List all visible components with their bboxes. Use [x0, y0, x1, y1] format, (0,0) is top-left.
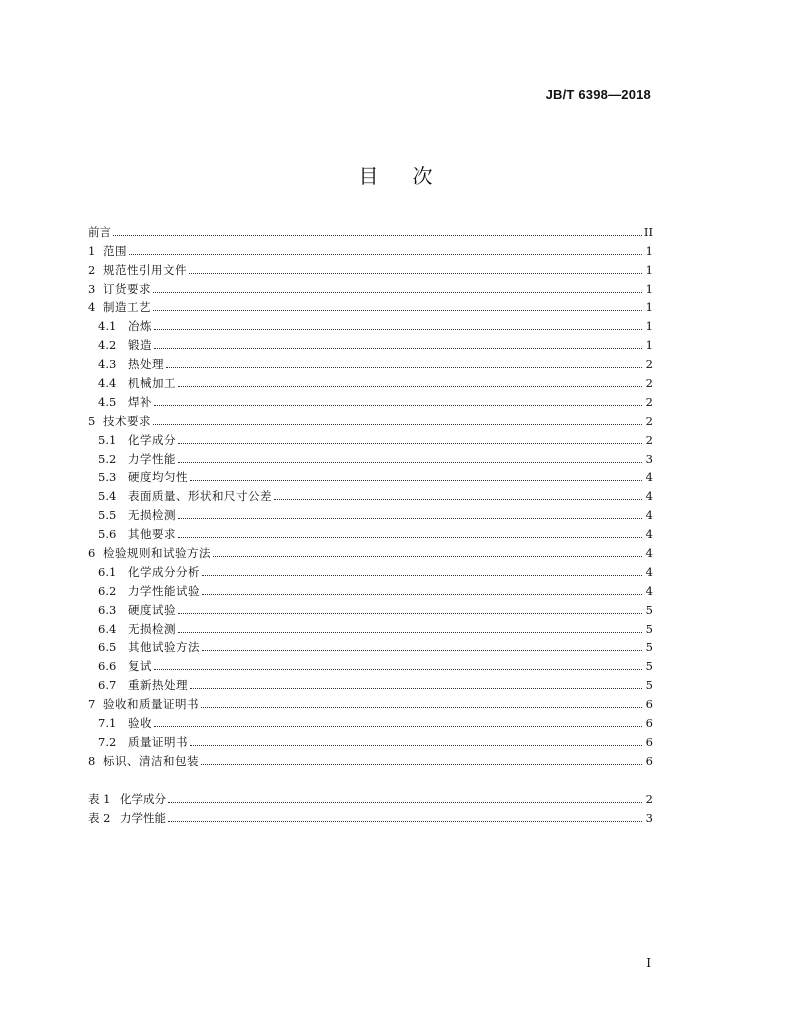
- toc-entry[interactable]: [88, 579, 653, 598]
- toc-entry-page: 2: [645, 376, 653, 391]
- toc-entry-label: 力学性能试验: [128, 583, 200, 598]
- toc-entry-page: 2: [645, 357, 653, 372]
- dot-leader: [178, 518, 642, 519]
- dot-leader: [274, 499, 642, 500]
- table-list-entry[interactable]: [88, 787, 653, 806]
- toc-entry[interactable]: [88, 560, 653, 579]
- toc-entry-page: 4: [645, 489, 653, 504]
- toc-entry-page: 1: [645, 262, 653, 277]
- dot-leader: [190, 745, 642, 746]
- toc-entry-number: 4.1: [98, 319, 117, 334]
- toc-entry[interactable]: [88, 333, 653, 352]
- dot-leader: [154, 329, 642, 330]
- toc-entry-page: 1: [645, 300, 653, 315]
- toc-entry[interactable]: [88, 220, 653, 239]
- toc-entry-page: 2: [645, 394, 653, 409]
- toc-entry-number: 7.1: [98, 716, 117, 731]
- toc-entry-number: 7.2: [98, 734, 117, 749]
- toc-entry-label: 表面质量、形状和尺寸公差: [128, 489, 272, 504]
- dot-leader: [201, 707, 642, 708]
- toc-entry-page: II: [643, 224, 653, 239]
- toc-entry-page: 1: [645, 338, 653, 353]
- page-title: 目次: [358, 164, 467, 188]
- toc-entry[interactable]: [88, 503, 653, 522]
- page-number: I: [646, 956, 651, 970]
- toc-entry-page: 4: [645, 527, 653, 542]
- toc-entry-page: 6: [645, 716, 653, 731]
- table-entry-page: 2: [645, 791, 653, 806]
- toc-entry-label: 无损检测: [128, 508, 176, 523]
- toc-entry-number: 6.3: [98, 602, 117, 617]
- table-entry-page: 3: [645, 810, 653, 825]
- dot-leader: [153, 310, 642, 311]
- toc-entry-label: 制造工艺: [103, 300, 151, 315]
- toc-entry[interactable]: [88, 598, 653, 617]
- dot-leader: [154, 405, 642, 406]
- table-entry-number: 表 2: [88, 810, 111, 825]
- toc-entry[interactable]: [88, 692, 653, 711]
- toc-entry[interactable]: [88, 409, 653, 428]
- dot-leader: [113, 235, 642, 236]
- toc-entry-number: 6.4: [98, 621, 117, 636]
- toc-entry-label: 硬度试验: [128, 602, 176, 617]
- toc-entry-number: 1: [88, 243, 96, 258]
- toc-entry-number: 6.5: [98, 640, 117, 655]
- toc-entry-number: 5: [88, 413, 96, 428]
- toc-entry-label: 其他要求: [128, 527, 176, 542]
- toc-entry-page: 5: [645, 678, 653, 693]
- toc-entry[interactable]: [88, 636, 653, 655]
- dot-leader: [201, 764, 642, 765]
- toc-entry-page: 6: [645, 697, 653, 712]
- toc-entry-label: 标识、清洁和包装: [103, 753, 199, 768]
- toc-entry[interactable]: [88, 484, 653, 503]
- toc-entry-number: 6.2: [98, 583, 117, 598]
- toc-entry-label: 检验规则和试验方法: [103, 546, 211, 561]
- toc-entry-label: 硬度均匀性: [128, 470, 188, 485]
- dot-leader: [178, 613, 642, 614]
- toc-entry-number: 5.3: [98, 470, 117, 485]
- dot-leader: [129, 254, 642, 255]
- dot-leader: [178, 443, 642, 444]
- toc-entry-page: 2: [645, 432, 653, 447]
- toc-entry-page: 2: [645, 413, 653, 428]
- toc-entry-page: 4: [645, 583, 653, 598]
- dot-leader: [190, 480, 642, 481]
- dot-leader: [154, 669, 642, 670]
- table-list-entry[interactable]: [88, 806, 653, 825]
- toc-entry[interactable]: [88, 277, 653, 296]
- toc-entry[interactable]: [88, 541, 653, 560]
- toc-entry-page: 5: [645, 640, 653, 655]
- toc-entry[interactable]: [88, 673, 653, 692]
- dot-leader: [178, 462, 642, 463]
- toc-entry-number: 5.5: [98, 508, 117, 523]
- dot-leader: [168, 802, 642, 803]
- toc-entry-page: 3: [645, 451, 653, 466]
- toc-entry-label: 质量证明书: [128, 734, 188, 749]
- toc-entry-number: 6.1: [98, 564, 117, 579]
- dot-leader: [153, 292, 642, 293]
- table-entry-label: 化学成分: [120, 791, 166, 806]
- toc-entry-page: 4: [645, 546, 653, 561]
- toc-entry-page: 4: [645, 564, 653, 579]
- dot-leader: [190, 688, 642, 689]
- toc-entry-page: 1: [645, 281, 653, 296]
- toc-entry-number: 5.2: [98, 451, 117, 466]
- toc-entry-number: 7: [88, 697, 96, 712]
- dot-leader: [202, 650, 642, 651]
- toc-entry-number: 4: [88, 300, 96, 315]
- toc-entry-number: 4.5: [98, 394, 117, 409]
- toc-entry-label: 技术要求: [103, 413, 151, 428]
- toc-entry-label: 冶炼: [128, 319, 152, 334]
- toc-entry-page: 6: [645, 734, 653, 749]
- toc-entry-number: 5.1: [98, 432, 117, 447]
- table-entry-label: 力学性能: [120, 810, 166, 825]
- dot-leader: [202, 594, 642, 595]
- dot-leader: [213, 556, 642, 557]
- toc-entry[interactable]: [88, 428, 653, 447]
- toc-entry-number: 8: [88, 753, 96, 768]
- list-of-tables: [88, 787, 653, 825]
- toc-entry-page: 5: [645, 602, 653, 617]
- toc-entry[interactable]: [88, 239, 653, 258]
- toc-entry[interactable]: [88, 314, 653, 333]
- toc-entry[interactable]: [88, 654, 653, 673]
- toc-entry-number: 3: [88, 281, 96, 296]
- toc-entry-page: 4: [645, 470, 653, 485]
- dot-leader: [189, 273, 642, 274]
- toc-entry-label: 热处理: [128, 357, 164, 372]
- toc-entry[interactable]: [88, 447, 653, 466]
- toc-entry[interactable]: [88, 522, 653, 541]
- dot-leader: [154, 348, 642, 349]
- toc-entry-label: 化学成分分析: [128, 564, 200, 579]
- toc-entry[interactable]: [88, 258, 653, 277]
- toc-entry-number: 6.6: [98, 659, 117, 674]
- toc-entry-label: 规范性引用文件: [103, 262, 187, 277]
- toc-entry-number: 5.4: [98, 489, 117, 504]
- table-of-contents: [88, 220, 653, 768]
- toc-entry-label: 机械加工: [128, 376, 176, 391]
- toc-entry-number: 2: [88, 262, 96, 277]
- toc-entry-number: 5.6: [98, 527, 117, 542]
- toc-entry[interactable]: [88, 730, 653, 749]
- toc-entry-page: 1: [645, 243, 653, 258]
- toc-entry-label: 焊补: [128, 394, 152, 409]
- toc-entry-label: 其他试验方法: [128, 640, 200, 655]
- toc-entry-label: 化学成分: [128, 432, 176, 447]
- toc-entry[interactable]: [88, 617, 653, 636]
- standard-number: JB/T 6398—2018: [545, 87, 651, 102]
- toc-entry-label: 验收和质量证明书: [103, 697, 199, 712]
- toc-entry[interactable]: [88, 390, 653, 409]
- toc-entry[interactable]: [88, 371, 653, 390]
- toc-entry-label: 复试: [128, 659, 152, 674]
- toc-entry-label: 验收: [128, 716, 152, 731]
- toc-entry[interactable]: [88, 352, 653, 371]
- dot-leader: [153, 424, 642, 425]
- toc-entry[interactable]: [88, 711, 653, 730]
- toc-entry-label: 无损检测: [128, 621, 176, 636]
- toc-entry-page: 5: [645, 621, 653, 636]
- toc-entry-number: 6: [88, 546, 96, 561]
- toc-entry-page: 1: [645, 319, 653, 334]
- dot-leader: [154, 726, 642, 727]
- toc-entry-label: 力学性能: [128, 451, 176, 466]
- toc-entry[interactable]: [88, 466, 653, 485]
- toc-entry-number: 4.2: [98, 338, 117, 353]
- toc-entry-number: 6.7: [98, 678, 117, 693]
- toc-entry-number: 4.4: [98, 376, 117, 391]
- toc-entry-label: 前言: [88, 224, 111, 239]
- toc-entry[interactable]: [88, 749, 653, 768]
- dot-leader: [168, 821, 642, 822]
- table-entry-number: 表 1: [88, 791, 111, 806]
- dot-leader: [202, 575, 642, 576]
- dot-leader: [178, 537, 642, 538]
- toc-entry-page: 4: [645, 508, 653, 523]
- toc-entry-label: 订货要求: [103, 281, 151, 296]
- toc-entry-label: 锻造: [128, 338, 152, 353]
- toc-entry-number: 4.3: [98, 357, 117, 372]
- toc-entry-page: 5: [645, 659, 653, 674]
- dot-leader: [178, 632, 642, 633]
- dot-leader: [166, 367, 642, 368]
- toc-entry-label: 范围: [103, 243, 127, 258]
- toc-entry[interactable]: [88, 296, 653, 315]
- toc-entry-page: 6: [645, 753, 653, 768]
- toc-entry-label: 重新热处理: [128, 678, 188, 693]
- dot-leader: [178, 386, 642, 387]
